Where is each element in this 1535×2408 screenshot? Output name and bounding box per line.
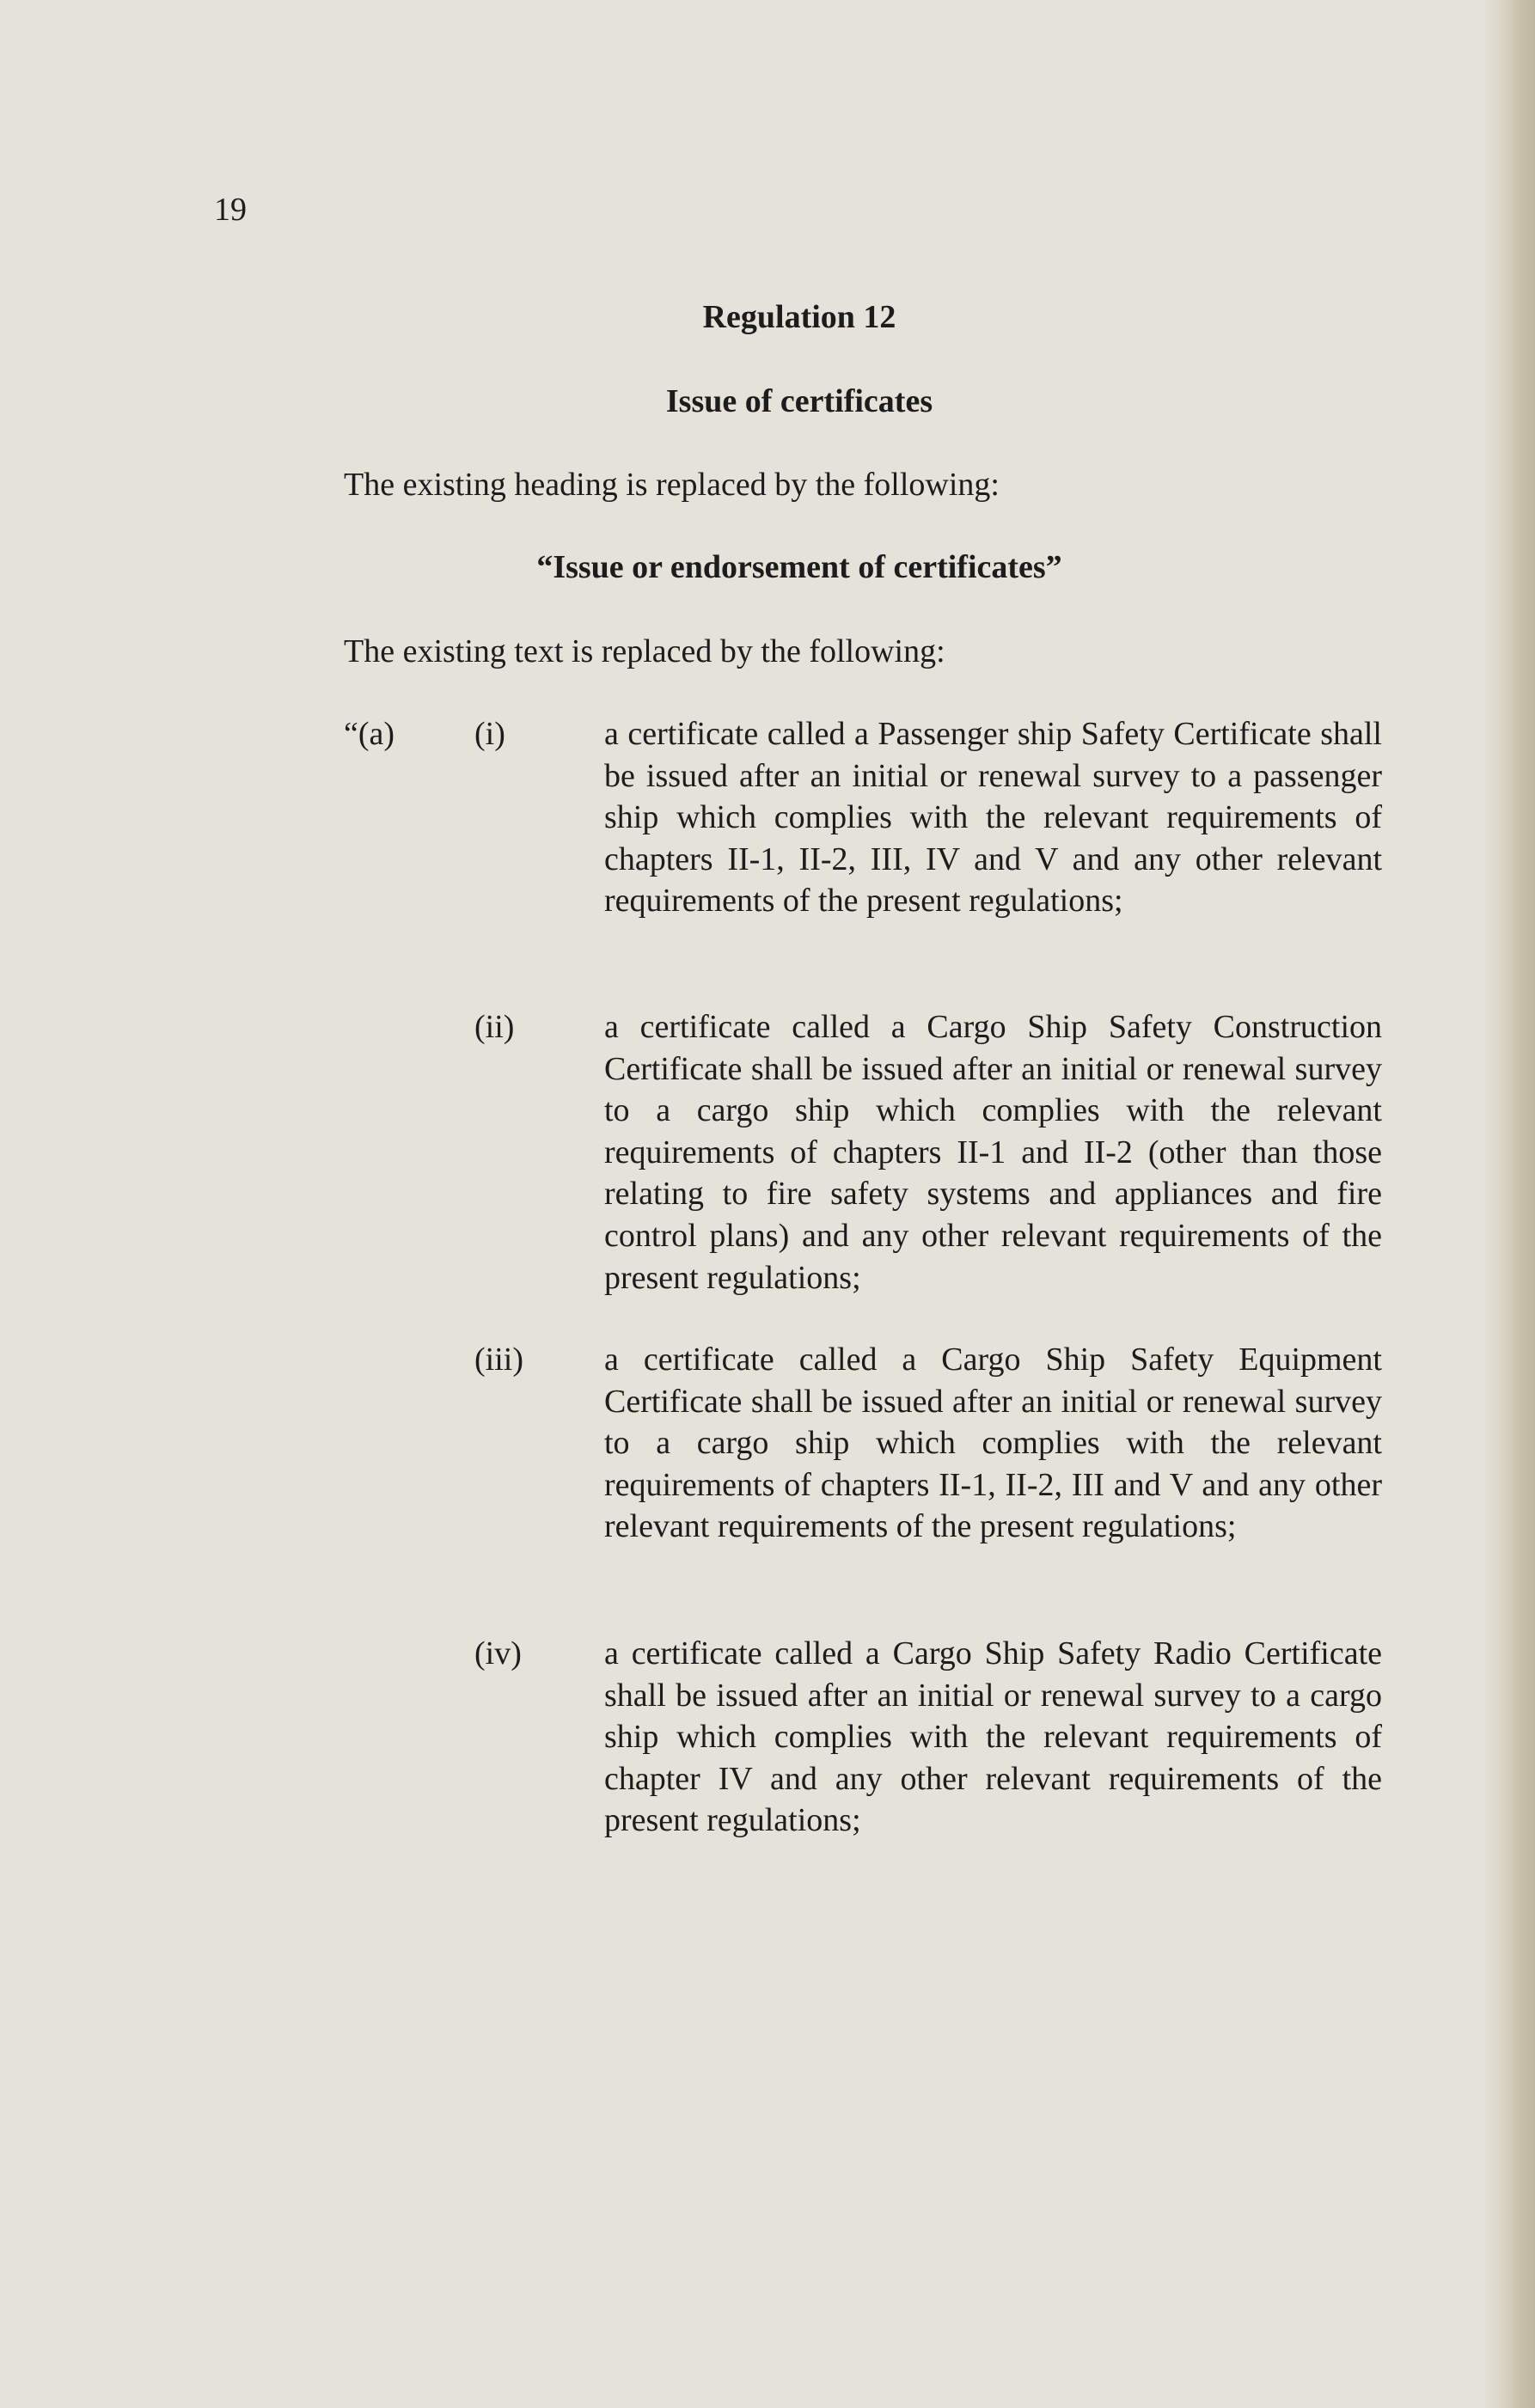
page-number: 19: [214, 192, 247, 228]
regulation-subtitle: Issue of certificates: [665, 383, 933, 419]
item-text-i: a certificate called a Passenger ship Safety Certificate shall be issued after an initial or renewal survey to a passenger ship which complies with the relevant requirements of chapters II-1, II-2, III, IV and V and any other relevant requirements of the present regulations;: [604, 716, 1382, 920]
item-label-iv: (iv): [474, 1635, 522, 1672]
book-spine-shadow: [1483, 0, 1535, 2408]
item-label-ii: (ii): [474, 1009, 515, 1045]
item-text-ii: a certificate called a Cargo Ship Safety Construction Certificate shall be issued after an initial or renewal survey to a cargo ship which complies with the relevant requirements of chapters II-1 and II-2 (other than those relating to fire safety systems and appliances and fire control plans) and any other relevant requirements of the present regulations;: [604, 1009, 1382, 1296]
item-text-iv: a certificate called a Cargo Ship Safety Radio Certificate shall be issued after an initial or renewal survey to a cargo ship which complies with the relevant requirements of chapter IV and any other relevant requirements of the present regulations;: [604, 1635, 1382, 1839]
item-text-iii: a certificate called a Cargo Ship Safety Equipment Certificate shall be issued after an initial or renewal survey to a cargo ship which complies with the relevant requirements of chapters II-1, II-2, III and V and any other relevant requirements of the present regulations;: [604, 1342, 1382, 1545]
text-intro-text: The existing text is replaced by the following:: [344, 633, 945, 669]
paragraph-marker: “(a): [344, 716, 395, 752]
item-label-iii: (iii): [474, 1342, 523, 1378]
regulation-title: Regulation 12: [702, 299, 896, 335]
item-label-i: (i): [474, 716, 505, 752]
new-heading: “Issue or endorsement of certificates”: [536, 549, 1062, 585]
heading-intro-text: The existing heading is replaced by the following:: [344, 467, 1000, 503]
